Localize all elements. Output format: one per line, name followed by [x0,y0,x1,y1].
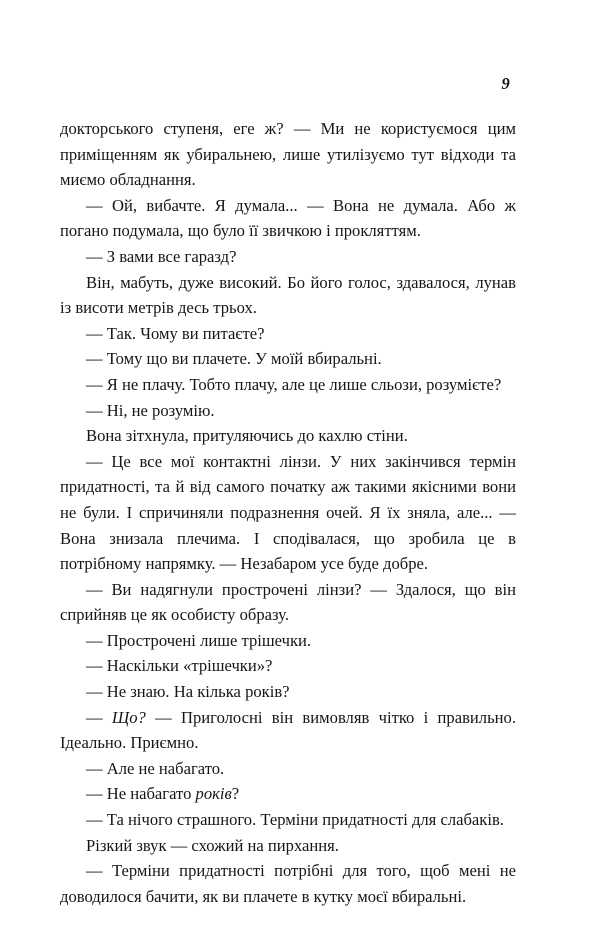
paragraph: Вона зітхнула, притуляючись до кахлю стіни. [86,426,408,446]
paragraph: — Прострочені лише трішечки. [86,630,312,650]
emphasis-text: Що? [111,707,146,727]
paragraph: докторського ступеня, еге ж? — Ми не користуємося цим приміщенням як убиральнею, лише утилізуємо тут відходи та миємо обладнання. [60,119,516,190]
body-text [60,116,516,909]
paragraph: — Терміни придатності потрібні для того, щоб мені не доводилося бачити, як ви плачете в кутку моєї вбиральні. [60,861,516,906]
paragraph: — Ви надягнули прострочені лінзи? — Здалося, що він сприйняв це як особисту образу. [60,579,516,625]
paragraph: Різкий звук — схожий на пирхання. [86,835,339,855]
paragraph: — Я не плачу. Тобто плачу, але це лише сльози, розумієте? [86,374,502,394]
paragraph: — З вами все гаразд? [86,246,237,266]
paragraph: — Не знаю. На кілька років? [86,682,290,702]
paragraph: — Тому що ви плачете. У моїй вбиральні. [86,349,382,369]
emphasis-text: років [195,784,232,804]
paragraph: — Не набагато років? [86,784,240,804]
paragraph: — Наскільки «трішечки»? [86,656,273,676]
paragraph: — Але не набагато. [86,758,225,778]
paragraph: — Це все мої контактні лінзи. У них закінчився термін придатності, та й від самого початку аж такими якісними вони не були. І спричиняли подразнення очей. Я їх зняла, але... — Вона знизала плечима. І сподівалася, що зробила це в потрібному напрямку. — Незабаром усе буде добре. [60,451,516,574]
page-number: 9 [501,74,510,93]
paragraph: — Та нічого страшного. Терміни придатності для слабаків. [86,810,504,830]
paragraph: Він, мабуть, дуже високий. Бо його голос, здавалося, лунав із висоти метрів десь трьох. [60,272,516,318]
paragraph: — Так. Чому ви питаєте? [86,323,265,343]
paragraph: — Ні, не розумію. [86,400,215,420]
paragraph: — Що? — Приголосні він вимовляв чітко і правильно. Ідеально. Приємно. [60,707,516,753]
paragraph: — Ой, вибачте. Я думала... — Вона не думала. Або ж погано подумала, що було її звичкою і прокляттям. [60,195,516,241]
